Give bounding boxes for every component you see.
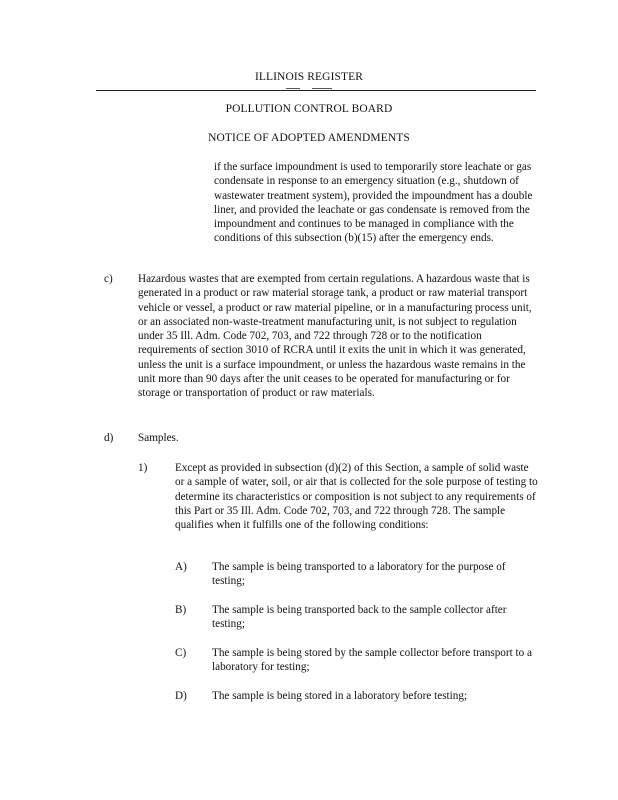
- board-name: POLLUTION CONTROL BOARD: [225, 103, 393, 115]
- item-1-text: Except as provided in subsection (d)(2) of this Section, a sample of solid waste or a sample of water, soil, or air that is collected for the sole purpose of testing to determine its characteristics or composition is not subject to any requirements of this Part or 35 Ill. Adm. Code 702, 703, and 722 through 728. The sample qualifies when it fulfills one of the following conditions:: [175, 462, 538, 532]
- register-title: ILLINOIS REGISTER: [254, 71, 364, 83]
- subitem-label: A): [175, 561, 187, 573]
- section-c-label: c): [104, 273, 113, 285]
- subitem-text: The sample is being stored in a laboratory before testing;: [212, 690, 468, 702]
- subitem-text: The sample is being stored by the sample collector before transport to a laboratory for testing;: [212, 647, 532, 674]
- notice-title: NOTICE OF ADOPTED AMENDMENTS: [208, 132, 410, 144]
- header-rule-mark: [312, 88, 332, 89]
- continuation-paragraph: if the surface impoundment is used to temporarily store leachate or gas condensate in response to an emergency situation (e.g., shutdown of wastewater treatment system), provided the impoundment has a double liner, and provided the leachate or gas condensate is removed from the impoundment and continues to be managed in compliance with the conditions of this subsection (b)(15) after the emergency ends.: [214, 161, 533, 245]
- header-rule-mark: [286, 88, 300, 89]
- subitem-label: D): [175, 690, 187, 702]
- subitem-text: The sample is being transported back to the sample collector after testing;: [212, 604, 507, 631]
- item-1-label: 1): [138, 462, 148, 474]
- subitem-text: The sample is being transported to a laboratory for the purpose of testing;: [212, 561, 506, 588]
- subitem-label: B): [175, 604, 187, 616]
- section-d-label: d): [104, 432, 114, 444]
- subitem-label: C): [175, 647, 187, 659]
- header-rule: [96, 90, 536, 91]
- section-d-title: Samples.: [138, 432, 179, 444]
- section-c-text: Hazardous wastes that are exempted from certain regulations. A hazardous waste that is generated in a product or raw material storage tank, a product or raw material transport vehicle or vessel, a product or raw material pipeline, or in a manufacturing process unit, or an associated non-waste-treatment manufacturing unit, is not subject to regulation under 35 Ill. Adm. Code 702, 703, and 722 through 728 or to the notification requirements of section 3010 of RCRA until it exits the unit in which it was generated, unless the unit is a surface impoundment, or unless the hazardous waste remains in the unit more than 90 days after the unit ceases to be operated for manufacturing or for storage or transportation of product or raw materials.: [138, 273, 532, 400]
